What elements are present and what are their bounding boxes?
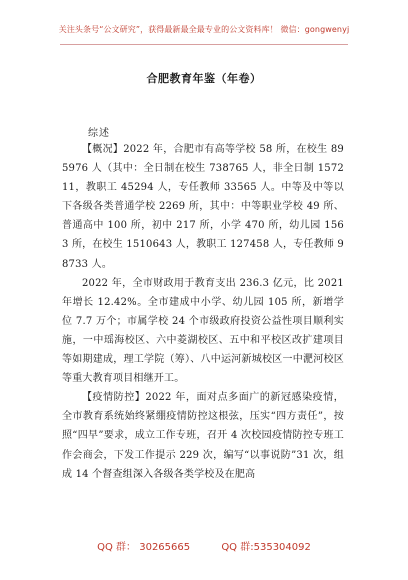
paragraph-finance	[62, 274, 344, 389]
header-banner: 关注头条号“公文研究”，获得最新最全最专业的公文资料库！ 微信：gongwenyj	[58, 25, 350, 34]
footer	[0, 538, 408, 553]
footer-qq-group-1: QQ 群： 30265665	[97, 542, 191, 553]
paragraph-epidemic	[62, 388, 344, 483]
paragraph-label: 【概况】	[82, 144, 124, 155]
paragraph-label: 【疫情防控】	[82, 392, 146, 404]
footer-qq-group-2: QQ 群:535304092	[221, 542, 311, 553]
paragraph-text: 2022 年，全市财政用于教育支出 236.3 亿元，比 2021 年增长 12.42%。全市建成中小学、幼儿园 105 所，新增学位 7.7 万个；市属学校 24 个市级政府投资公益性项目顺利实施，一中瑶海校区、六中菱湖校区、五中和平校区改扩建项目等如期建成，理工学院（筹）、八中运河新城校区一中淝河校区等重大教育项目相继开工。	[62, 277, 344, 385]
header-divider	[60, 44, 348, 45]
paragraph-text: 2022 年，合肥市有高等学校 58 所，在校生 895976 人（其中：全日制在校生 738765 人，非全日制 157211，教职工 45294 人，专任教师 33565 人。中等及中等以下各级各类普通学校 2269 所，其中：中等职业学校 49 所、普通高中 100 所，初中 217 所，小学 470 所，幼儿园 1563 所，在校生 1510643 人，教职工 127458 人，专任教师 98733 人。	[62, 144, 344, 270]
paragraph-overview	[62, 140, 344, 274]
document-title: 合肥教育年鉴（年卷）	[146, 72, 262, 85]
paragraph-text: 2022 年，面对点多面广的新冠感染疫情，全市教育系统始终紧绷疫情防控这根弦，压实“四方责任”，按照“四早”要求，成立工作专班，召开 4 次校园疫情防控专班工作会商会，下发工作提示 229 次，编写“以事说防”31 次，组成 14 个督查组深入各级各类学校及在肥高	[62, 392, 344, 480]
document-body	[62, 140, 344, 484]
section-heading: 综述	[88, 128, 110, 139]
